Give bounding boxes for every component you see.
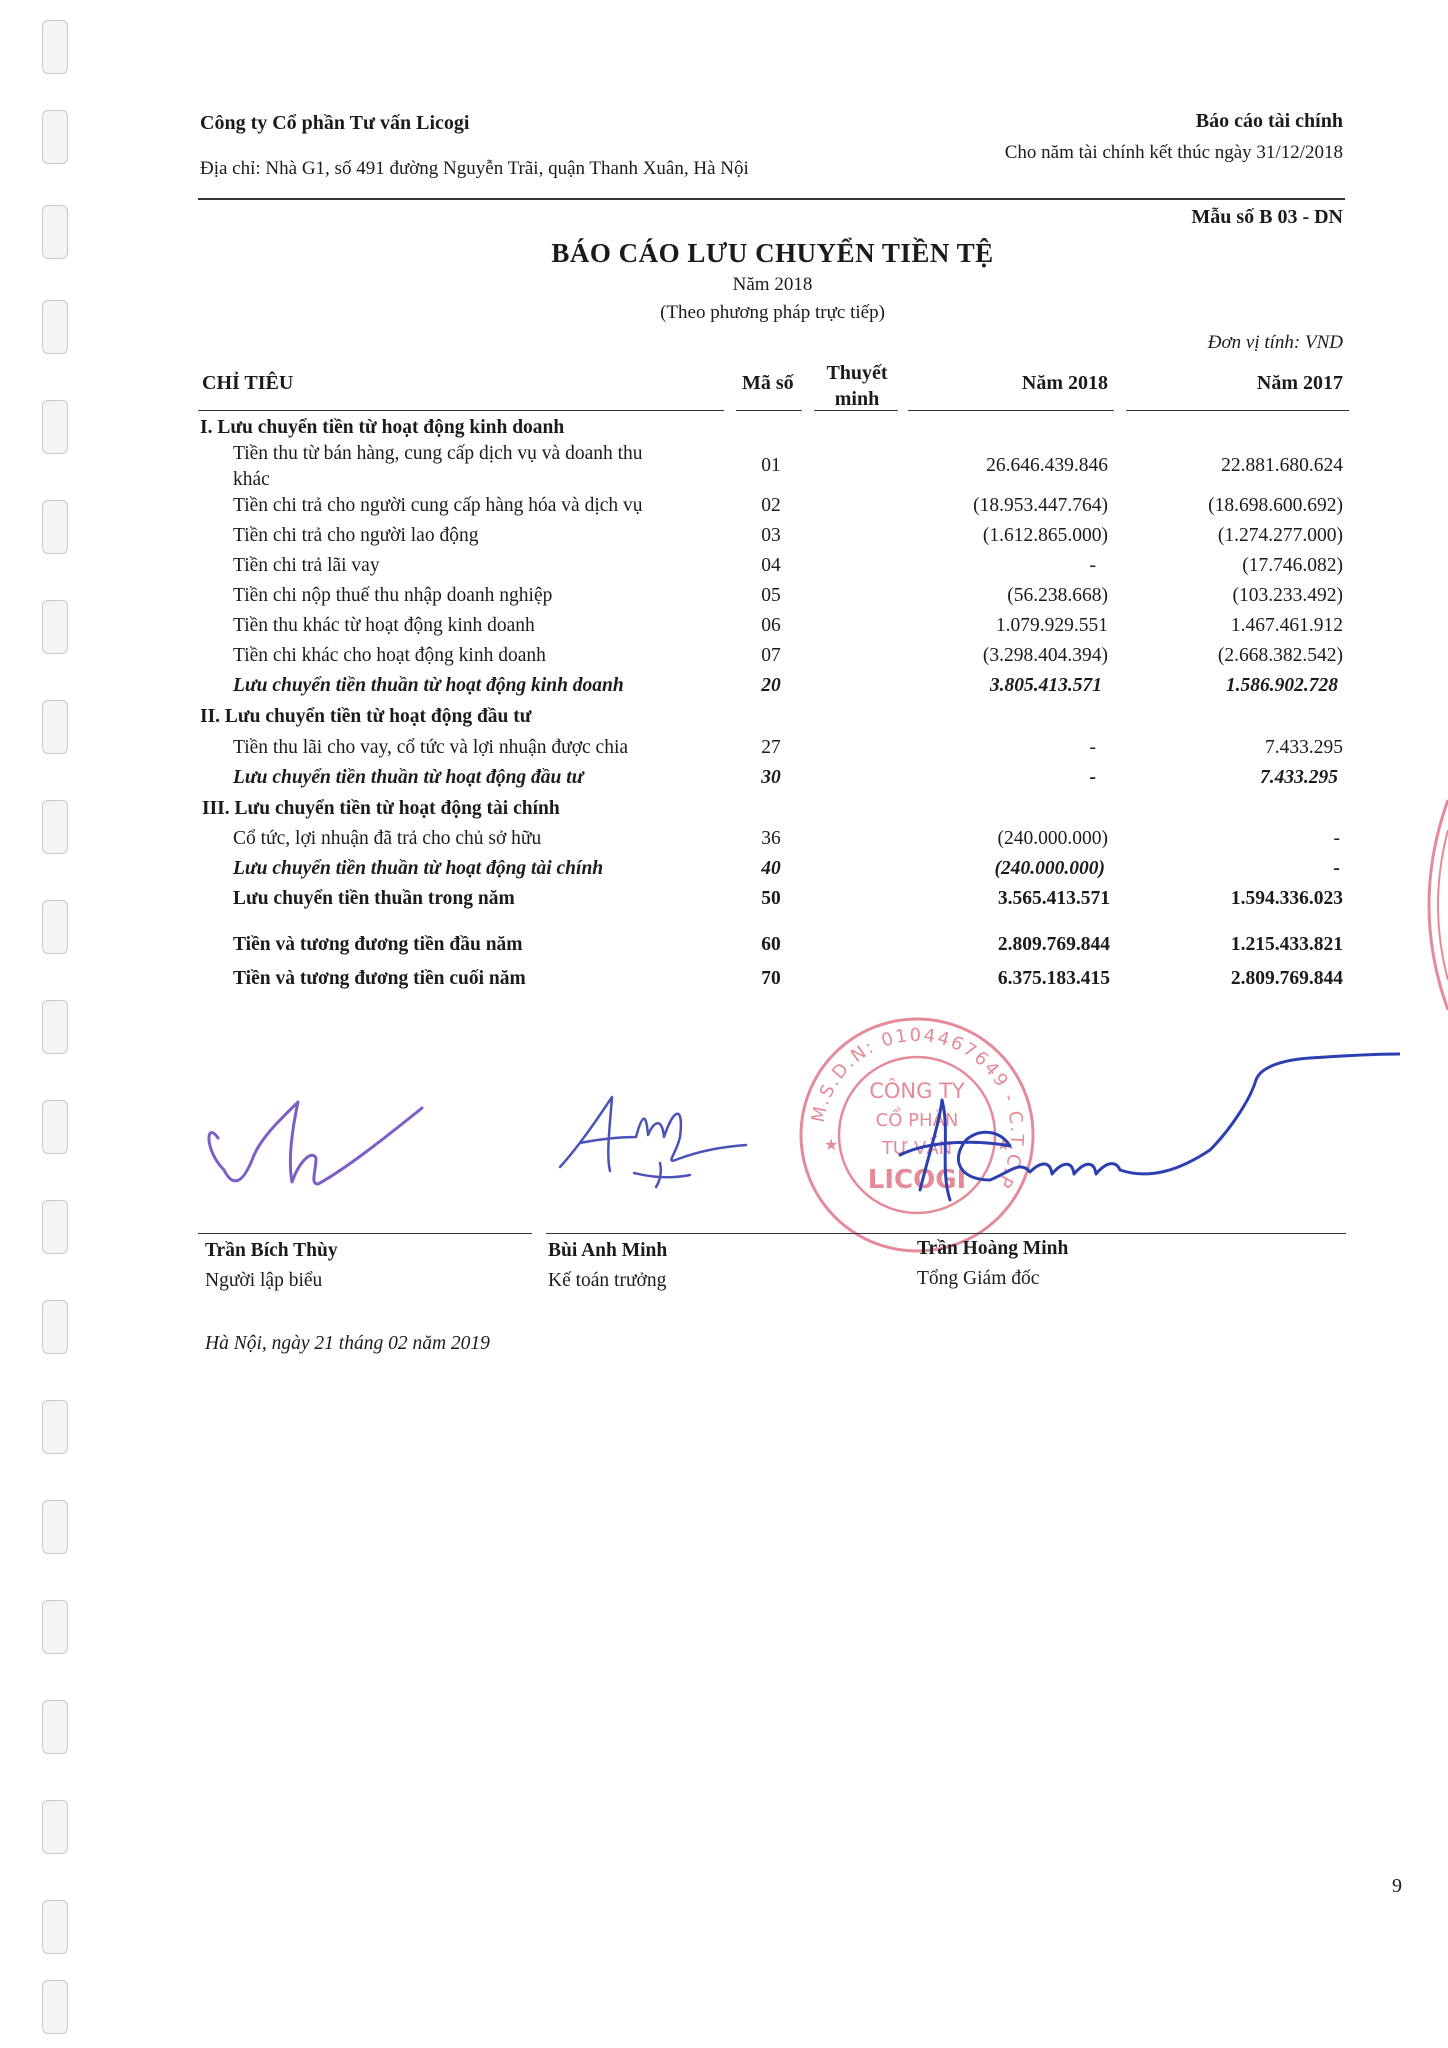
row-value-2017: 22.881.680.624: [1221, 455, 1343, 476]
row-value-2017: -: [1333, 858, 1340, 879]
row-code: 05: [761, 585, 781, 606]
col-code-rule: [736, 410, 802, 411]
row-value-2018: (240.000.000): [994, 858, 1105, 879]
row-label: Tiền chi trả lãi vay: [233, 555, 380, 576]
header-divider: [198, 198, 1345, 200]
row-label-cont: khác: [233, 469, 270, 490]
row-value-2017: (18.698.600.692): [1208, 495, 1343, 516]
company-name: Công ty Cổ phần Tư vấn Licogi: [200, 112, 470, 134]
preparer-role: Người lập biểu: [205, 1270, 323, 1291]
row-label: Lưu chuyển tiền thuần từ hoạt động kinh doanh: [233, 675, 624, 696]
row-label: Tiền thu lãi cho vay, cổ tức và lợi nhuận được chia: [233, 737, 629, 758]
row-value-2018: (3.298.404.394): [982, 645, 1108, 666]
row-value-2018: 3.805.413.571: [989, 675, 1102, 696]
row-value-2017: -: [1333, 828, 1340, 849]
partial-stamp-edge: [1420, 790, 1448, 1020]
row-value-2018: -: [1089, 737, 1096, 758]
row-value-2018: 26.646.439.846: [986, 455, 1108, 476]
row-code: 06: [761, 615, 781, 636]
place-date: Hà Nội, ngày 21 tháng 02 năm 2019: [205, 1333, 490, 1354]
page-number: 9: [1392, 1875, 1402, 1897]
row-label: Tiền thu từ bán hàng, cung cấp dịch vụ và doanh thu: [233, 443, 643, 464]
row-code: 40: [761, 858, 781, 879]
signature-preparer-icon: [200, 1080, 440, 1210]
col-item-header: CHỈ TIÊU: [202, 372, 294, 394]
row-value-2017: (17.746.082): [1242, 555, 1343, 576]
svg-text:★: ★: [996, 1135, 1011, 1154]
row-code: 30: [761, 767, 781, 788]
row-value-2017: (2.668.382.542): [1217, 645, 1343, 666]
row-label: III. Lưu chuyển tiền từ hoạt động tài chính: [202, 798, 560, 819]
row-label: Cổ tức, lợi nhuận đã trả cho chủ sở hữu: [233, 828, 542, 849]
row-label: Tiền chi trả cho người cung cấp hàng hóa và dịch vụ: [233, 495, 643, 516]
row-value-2018: 2.809.769.844: [997, 934, 1110, 955]
row-label: Lưu chuyển tiền thuần từ hoạt động đầu tư: [233, 767, 584, 788]
row-value-2018: 1.079.929.551: [995, 615, 1108, 636]
row-code: 70: [761, 968, 781, 989]
row-label: Tiền và tương đương tiền đầu năm: [233, 934, 523, 955]
seal-line-4: LICOGI: [867, 1165, 967, 1195]
row-value-2017: 7.433.295: [1265, 737, 1343, 758]
row-label: Lưu chuyển tiền thuần từ hoạt động tài chính: [233, 858, 604, 879]
row-code: 07: [761, 645, 781, 666]
report-year: Năm 2018: [732, 274, 813, 295]
row-value-2017: 1.594.336.023: [1230, 888, 1343, 909]
signature-accountant-icon: [550, 1085, 760, 1205]
col-code-header: Mã số: [742, 372, 794, 394]
col-2017-rule: [1126, 410, 1349, 411]
row-label: Tiền chi nộp thuế thu nhập doanh nghiệp: [233, 585, 553, 606]
row-value-2017: 1.215.433.821: [1230, 934, 1343, 955]
row-code: 01: [761, 455, 781, 476]
seal-ring-text: M.S.D.N: 0104467649 - C.T.C.P: [807, 1024, 1028, 1193]
company-address: Địa chỉ: Nhà G1, số 491 đường Nguyễn Trãi, quận Thanh Xuân, Hà Nội: [200, 158, 749, 179]
chief-accountant-role: Kế toán trưởng: [548, 1270, 667, 1291]
row-code: 36: [761, 828, 781, 849]
col-note-line1: Thuyết: [826, 362, 888, 384]
signature-line-2: [546, 1233, 1346, 1234]
chief-accountant-name: Bùi Anh Minh: [548, 1240, 668, 1261]
row-code: 04: [761, 555, 781, 576]
seal-line-1: CÔNG TY: [869, 1079, 965, 1103]
row-value-2018: (18.953.447.764): [973, 495, 1108, 516]
col-note-rule: [814, 410, 898, 411]
preparer-name: Trần Bích Thùy: [205, 1240, 338, 1261]
director-role: Tổng Giám đốc: [917, 1268, 1040, 1289]
row-value-2017: 1.467.461.912: [1230, 615, 1343, 636]
svg-text:★: ★: [824, 1135, 839, 1154]
row-label: I. Lưu chuyển tiền từ hoạt động kinh doanh: [200, 417, 565, 438]
form-number: Mẫu số B 03 - DN: [1191, 206, 1343, 228]
col-2018-rule: [908, 410, 1114, 411]
row-value-2017: 7.433.295: [1260, 767, 1338, 788]
currency-unit: Đơn vị tính: VND: [1207, 332, 1343, 353]
row-value-2018: (240.000.000): [997, 828, 1108, 849]
row-code: 27: [761, 737, 781, 758]
signature-director-icon: [880, 1040, 1400, 1220]
report-method: (Theo phương pháp trực tiếp): [660, 302, 885, 323]
row-value-2018: 3.565.413.571: [997, 888, 1110, 909]
row-value-2017: 1.586.902.728: [1225, 675, 1338, 696]
signature-line-1: [198, 1233, 532, 1234]
row-label: Tiền chi khác cho hoạt động kinh doanh: [233, 645, 546, 666]
seal-line-3: TƯ VẤN: [881, 1138, 953, 1159]
row-value-2018: -: [1089, 555, 1096, 576]
row-value-2018: 6.375.183.415: [997, 968, 1110, 989]
report-period: Cho năm tài chính kết thúc ngày 31/12/2018: [1004, 142, 1343, 163]
report-type: Báo cáo tài chính: [1195, 110, 1343, 132]
row-value-2018: -: [1089, 767, 1096, 788]
row-code: 60: [761, 934, 781, 955]
row-value-2017: (103.233.492): [1232, 585, 1343, 606]
seal-line-2: CỔ PHẦN: [875, 1110, 959, 1131]
col-2017-header: Năm 2017: [1256, 372, 1343, 394]
row-label: Lưu chuyển tiền thuần trong năm: [233, 888, 515, 909]
row-value-2017: 2.809.769.844: [1230, 968, 1343, 989]
row-label: Tiền thu khác từ hoạt động kinh doanh: [233, 615, 535, 636]
col-item-rule: [198, 410, 724, 411]
row-value-2018: (56.238.668): [1007, 585, 1108, 606]
row-label: Tiền và tương đương tiền cuối năm: [233, 968, 526, 989]
director-name: Trần Hoàng Minh: [917, 1238, 1069, 1259]
row-code: 03: [761, 525, 781, 546]
col-note-line2: minh: [834, 388, 880, 410]
row-value-2017: (1.274.277.000): [1217, 525, 1343, 546]
row-value-2018: (1.612.865.000): [982, 525, 1108, 546]
row-code: 20: [761, 675, 781, 696]
row-label: Tiền chi trả cho người lao động: [233, 525, 479, 546]
report-title: BÁO CÁO LƯU CHUYỂN TIỀN TỆ: [551, 238, 994, 268]
col-note-header: [812, 360, 902, 412]
col-2018-header: Năm 2018: [1021, 372, 1108, 394]
row-code: 50: [761, 888, 781, 909]
row-label: II. Lưu chuyển tiền từ hoạt động đầu tư: [200, 706, 532, 727]
row-code: 02: [761, 495, 781, 516]
